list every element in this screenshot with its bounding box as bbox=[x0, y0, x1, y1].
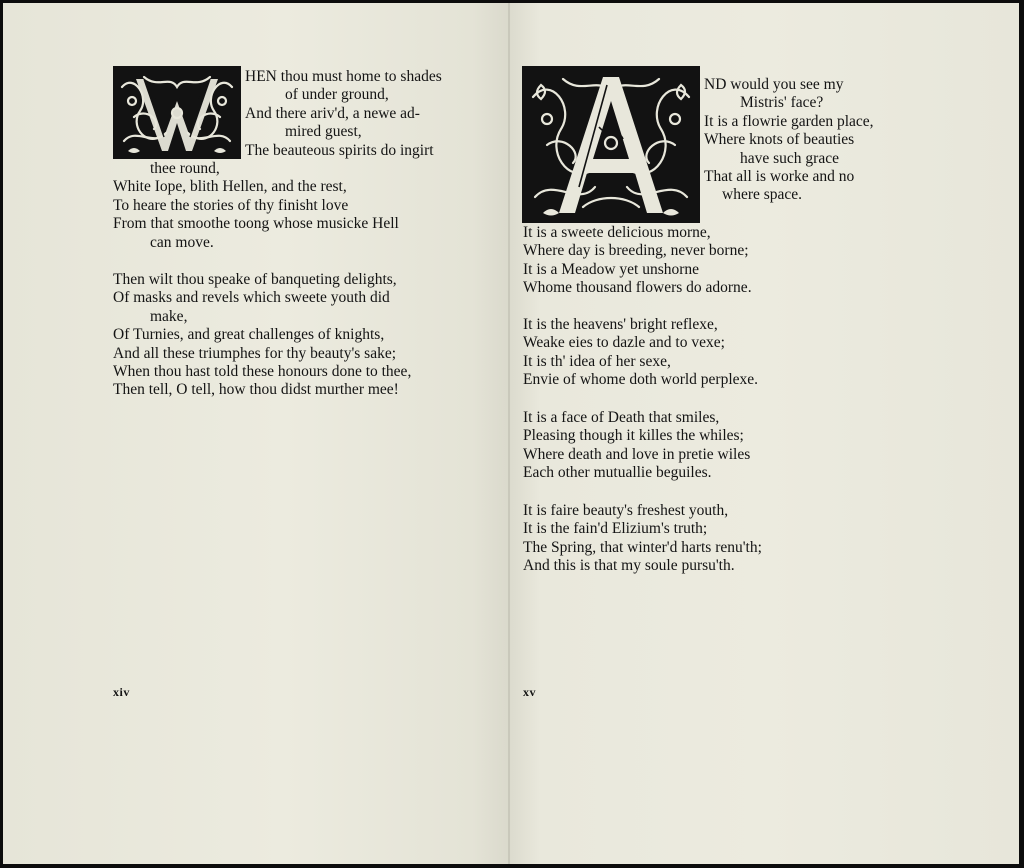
left-stanza-1 bbox=[113, 160, 399, 252]
right-stanza-1 bbox=[523, 224, 752, 298]
verse-line: And all these triumphes for thy beauty's sake; bbox=[113, 344, 397, 362]
verse-line: of under ground, bbox=[285, 86, 389, 104]
ornamental-initial-w bbox=[113, 66, 241, 159]
verse-line: The Spring, that winter'd harts renu'th; bbox=[523, 538, 762, 556]
page-number: xv bbox=[523, 685, 536, 699]
verse-line: where space. bbox=[722, 186, 803, 204]
verse-line: Then wilt thou speake of banqueting delights, bbox=[113, 271, 397, 288]
verse-line: Of masks and revels which sweete youth did bbox=[113, 289, 390, 307]
verse-line: Envie of whome doth world perplexe. bbox=[523, 371, 759, 389]
verse-line: It is the fain'd Elizium's truth; bbox=[523, 520, 708, 538]
verse-line: And this is that my soule pursu'th. bbox=[523, 557, 735, 575]
verse-line: It is faire beauty's freshest youth, bbox=[523, 502, 729, 519]
right-page bbox=[510, 3, 1019, 864]
verse-line: can move. bbox=[150, 233, 214, 251]
verse-line: White Iope, blith Hellen, and the rest, bbox=[113, 178, 347, 196]
ornamental-initial-a bbox=[522, 66, 700, 223]
verse-line: It is a flowrie garden place, bbox=[704, 112, 874, 130]
book-spread bbox=[3, 3, 1019, 864]
page-number: xiv bbox=[113, 685, 130, 699]
verse-line: And there ariv'd, a newe ad- bbox=[245, 104, 420, 122]
right-stanza-4 bbox=[523, 502, 762, 576]
verse-line: It is th' idea of her sexe, bbox=[523, 352, 671, 370]
verse-line: Mistris' face? bbox=[740, 94, 824, 112]
verse-line: That all is worke and no bbox=[704, 167, 855, 185]
verse-line: Then tell, O tell, how thou didst murther mee! bbox=[113, 381, 399, 399]
verse-line: It is the heavens' bright reflexe, bbox=[523, 316, 718, 333]
verse-line: HEN thou must home to shades bbox=[245, 68, 442, 85]
verse-line: Where death and love in pretie wiles bbox=[523, 445, 751, 463]
verse-line: When thou hast told these honours done to thee, bbox=[113, 362, 412, 380]
verse-line: It is a face of Death that smiles, bbox=[523, 409, 720, 426]
verse-line: make, bbox=[150, 307, 188, 325]
verse-line: It is a Meadow yet unshorne bbox=[523, 260, 700, 278]
verse-line: have such grace bbox=[740, 149, 839, 167]
left-stanza-2 bbox=[113, 271, 411, 400]
verse-line: Each other mutuallie beguiles. bbox=[523, 464, 712, 482]
verse-line: Where knots of beauties bbox=[704, 131, 855, 149]
verse-line: Pleasing though it killes the whiles; bbox=[523, 427, 744, 445]
verse-line: Whome thousand flowers do adorne. bbox=[523, 279, 752, 297]
woodcut-ornament-icon bbox=[114, 67, 240, 158]
verse-line: To heare the stories of thy finisht love bbox=[113, 196, 349, 214]
verse-line: The beauteous spirits do ingirt bbox=[245, 141, 434, 159]
verse-line: ND would you see my bbox=[704, 76, 844, 93]
verse-line: mired guest, bbox=[285, 123, 362, 141]
left-dropcap-lines bbox=[245, 68, 442, 160]
right-stanza-3 bbox=[523, 409, 750, 483]
verse-line: Of Turnies, and great challenges of knights, bbox=[113, 326, 385, 344]
verse-line: From that smoothe toong whose musicke Hell bbox=[113, 215, 399, 233]
left-page bbox=[3, 3, 513, 864]
right-stanza-2 bbox=[523, 316, 758, 390]
verse-line: thee round, bbox=[150, 160, 220, 177]
verse-line: Weake eies to dazle and to vexe; bbox=[523, 334, 725, 352]
woodcut-ornament-icon bbox=[523, 67, 699, 222]
verse-line: Where day is breeding, never borne; bbox=[523, 242, 749, 260]
verse-line: It is a sweete delicious morne, bbox=[523, 224, 711, 241]
right-dropcap-lines bbox=[704, 76, 874, 205]
